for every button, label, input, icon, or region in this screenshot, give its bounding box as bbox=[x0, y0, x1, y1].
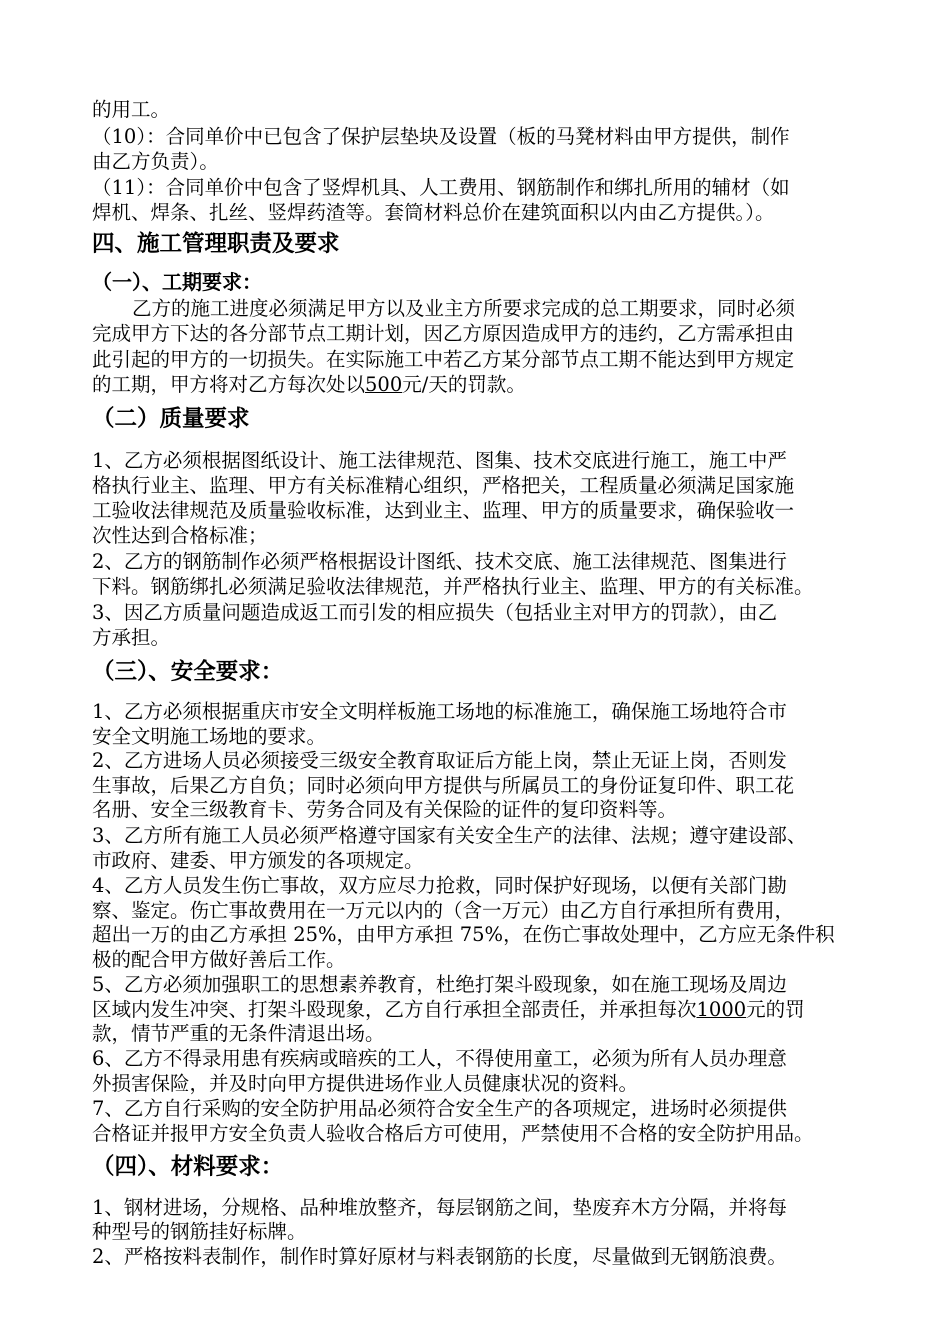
subsection-heading: （四）、材料要求： bbox=[92, 1154, 284, 1180]
text-line: 2、乙方的钢筋制作必须严格根据设计图纸、技术交底、施工法律规范、图集进行 bbox=[92, 550, 787, 573]
text-line: 下料。钢筋绑扎必须满足验收法律规范，并严格执行业主、监理、甲方的有关标准。 bbox=[92, 575, 814, 598]
penalty-amount: 500 bbox=[365, 373, 403, 396]
text-line: 焊机、焊条、扎丝、竖焊药渣等。套筒材料总价在建筑面积以内由乙方提供。）。 bbox=[92, 201, 775, 224]
text-line bbox=[92, 997, 805, 1022]
text-line: 3、乙方所有施工人员必须严格遵守国家有关安全生产的法律、法规；遵守建设部、 bbox=[92, 824, 807, 847]
text-line: 安全文明施工场地的要求。 bbox=[92, 725, 327, 748]
text-line: 此引起的甲方的一切损失。在实际施工中若乙方某分部节点工期不能达到甲方规定 bbox=[92, 348, 795, 371]
text-line: 名册、安全三级教育卡、劳务合同及有关保险的证件的复印资料等。 bbox=[92, 798, 678, 821]
text-segment: 的工期，甲方将对乙方每次处以 bbox=[92, 373, 366, 396]
text-line: 7、乙方自行采购的安全防护用品必须符合安全生产的各项规定，进场时必须提供 bbox=[92, 1097, 787, 1120]
text-line: 2、严格按料表制作，制作时算好原材与料表钢筋的长度，尽量做到无钢筋浪费。 bbox=[92, 1245, 787, 1268]
text-line: 2、乙方进场人员必须接受三级安全教育取证后方能上岗，禁止无证上岗，否则发 bbox=[92, 749, 787, 772]
text-line: 6、乙方不得录用患有疾病或暗疾的工人，不得使用童工，必须为所有人员办理意 bbox=[92, 1047, 787, 1070]
penalty-amount: 1000 bbox=[696, 998, 747, 1021]
text-line: 方承担。 bbox=[92, 626, 171, 649]
text-line: 次性达到合格标准； bbox=[92, 524, 268, 547]
subsection-heading: （二）质量要求 bbox=[92, 406, 250, 432]
text-segment: 元的罚 bbox=[746, 998, 805, 1021]
text-line bbox=[92, 372, 526, 397]
text-line: 生事故，后果乙方自负；同时必须向甲方提供与所属员工的身份证复印件、职工花 bbox=[92, 774, 795, 797]
text-segment: 区域内发生冲突、打架斗殴现象，乙方自行承担全部责任，并承担每次 bbox=[92, 998, 697, 1021]
section-heading: 四、施工管理职责及要求 bbox=[92, 231, 340, 257]
text-line: 1、钢材进场，分规格、品种堆放整齐，每层钢筋之间，垫废弃木方分隔，并将每 bbox=[92, 1196, 787, 1219]
text-line: 外损害保险，并及时向甲方提供进场作业人员健康状况的资料。 bbox=[92, 1072, 639, 1095]
text-line: 3、因乙方质量问题造成返工而引发的相应损失（包括业主对甲方的罚款），由乙 bbox=[92, 601, 778, 624]
text-line: 察、鉴定。伤亡事故费用在一万元以内的（含一万元）由乙方自行承担所有费用， bbox=[92, 899, 795, 922]
subsection-heading: （一）、工期要求： bbox=[92, 270, 262, 294]
text-line: 款，情节严重的无条件清退出场。 bbox=[92, 1022, 385, 1045]
text-line: 极的配合甲方做好善后工作。 bbox=[92, 948, 346, 971]
text-line: 4、乙方人员发生伤亡事故，双方应尽力抢救，同时保护好现场，以便有关部门勘 bbox=[92, 874, 787, 897]
text-line: 工验收法律规范及质量验收标准，达到业主、监理、甲方的质量要求，确保验收一 bbox=[92, 499, 795, 522]
text-line: 种型号的钢筋挂好标牌。 bbox=[92, 1220, 307, 1243]
text-line: 5、乙方必须加强职工的思想素养教育，杜绝打架斗殴现象，如在施工现场及周边 bbox=[92, 973, 787, 996]
text-segment: 元/天的罚款。 bbox=[402, 373, 526, 396]
text-line: 的用工。 bbox=[92, 98, 171, 121]
text-line: 合格证并报甲方安全负责人验收合格后方可使用，严禁使用不合格的安全防护用品。 bbox=[92, 1122, 814, 1145]
text-line: 由乙方负责）。 bbox=[92, 150, 219, 173]
text-line: 1、乙方必须根据图纸设计、施工法律规范、图集、技术交底进行施工，施工中严 bbox=[92, 449, 787, 472]
text-line: 超出一万的由乙方承担 25%，由甲方承担 75%，在伤亡事故处理中，乙方应无条件积 bbox=[92, 923, 835, 946]
text-line: （10）：合同单价中已包含了保护层垫块及设置（板的马凳材料由甲方提供，制作 bbox=[92, 125, 790, 148]
text-line: （11）：合同单价中包含了竖焊机具、人工费用、钢筋制作和绑扎所用的辅材（如 bbox=[92, 176, 790, 199]
text-line: 1、乙方必须根据重庆市安全文明样板施工场地的标准施工，确保施工场地符合市 bbox=[92, 700, 787, 723]
subsection-heading: （三）、安全要求： bbox=[92, 659, 284, 685]
text-line: 市政府、建委、甲方颁发的各项规定。 bbox=[92, 849, 424, 872]
text-line: 格执行业主、监理、甲方有关标准精心组织，严格把关，工程质量必须满足国家施 bbox=[92, 474, 795, 497]
text-line: 乙方的施工进度必须满足甲方以及业主方所要求完成的总工期要求，同时必须 bbox=[132, 297, 796, 320]
text-line: 完成甲方下达的各分部节点工期计划，因乙方原因造成甲方的违约，乙方需承担由 bbox=[92, 322, 795, 345]
